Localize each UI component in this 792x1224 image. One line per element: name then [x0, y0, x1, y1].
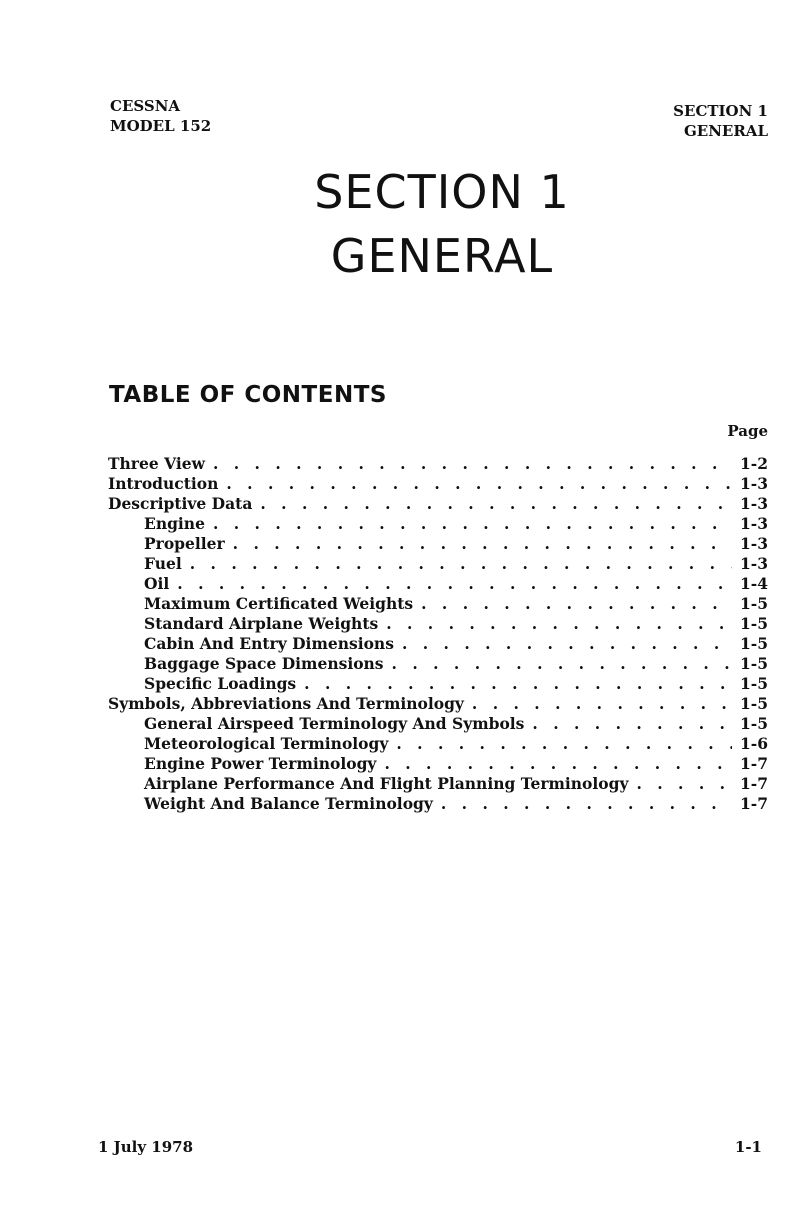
toc-entry[interactable] [108, 734, 768, 754]
toc-entry-page: 1-7 [739, 774, 768, 793]
toc-entry[interactable] [108, 574, 768, 594]
toc-entry-label: Weight And Balance Terminology [144, 794, 433, 813]
toc-entry-page: 1-3 [739, 494, 768, 513]
toc-entry[interactable] [108, 594, 768, 614]
toc-entry[interactable] [108, 514, 768, 534]
section-name-label: GENERAL [683, 122, 768, 140]
toc-entry-page: 1-3 [739, 534, 768, 553]
manufacturer-label: CESSNA [110, 97, 181, 115]
dot-leader [213, 454, 732, 474]
section-subtitle: GENERAL [330, 229, 554, 283]
toc-entry[interactable] [108, 474, 768, 494]
dot-leader [421, 594, 732, 614]
toc-entry-page: 1-7 [739, 794, 768, 813]
toc-entry[interactable] [108, 634, 768, 654]
toc-entry[interactable] [108, 754, 768, 774]
toc-entry-page: 1-5 [739, 594, 768, 613]
toc-entry-page: 1-5 [739, 634, 768, 653]
toc-entry[interactable] [108, 554, 768, 574]
toc-entry-label: Propeller [144, 534, 225, 553]
toc-entry[interactable] [108, 714, 768, 734]
toc-entry[interactable] [108, 454, 768, 474]
toc-entry-page: 1-4 [739, 574, 768, 593]
dot-leader [532, 714, 732, 734]
footer-date: 1 July 1978 [98, 1138, 194, 1156]
toc-entry-page: 1-3 [739, 554, 768, 573]
toc-entry-page: 1-3 [739, 514, 768, 533]
table-of-contents [108, 454, 768, 814]
toc-entry-page: 1-3 [739, 474, 768, 493]
dot-leader [226, 474, 732, 494]
running-header-left [110, 96, 211, 136]
section-title: SECTION 1 [314, 165, 570, 219]
toc-entry-label: Standard Airplane Weights [144, 614, 379, 633]
toc-entry-page: 1-5 [739, 714, 768, 733]
running-header-right [673, 101, 768, 141]
toc-entry-label: Engine [144, 514, 205, 533]
dot-leader [233, 534, 732, 554]
toc-entry-label: Engine Power Terminology [144, 754, 377, 773]
toc-entry-label: Specific Loadings [144, 674, 297, 693]
toc-entry[interactable] [108, 774, 768, 794]
dot-leader [213, 514, 732, 534]
toc-entry[interactable] [108, 614, 768, 634]
toc-entry-page: 1-5 [739, 614, 768, 633]
dot-leader [396, 734, 732, 754]
toc-entry-page: 1-6 [739, 734, 768, 753]
dot-leader [384, 754, 732, 774]
toc-entry-label: Introduction [108, 474, 219, 493]
dot-leader [636, 774, 732, 794]
toc-entry[interactable] [108, 694, 768, 714]
dot-leader [260, 494, 732, 514]
model-label: MODEL 152 [110, 117, 212, 135]
toc-entry-label: Oil [144, 574, 170, 593]
toc-entry[interactable] [108, 654, 768, 674]
dot-leader [392, 654, 732, 674]
toc-entry-label: Maximum Certificated Weights [144, 594, 414, 613]
toc-entry[interactable] [108, 674, 768, 694]
toc-entry-label: Three View [108, 454, 205, 473]
toc-heading: TABLE OF CONTENTS [109, 382, 387, 408]
toc-entry-label: Meteorological Terminology [144, 734, 389, 753]
dot-leader [472, 694, 732, 714]
toc-entry-page: 1-5 [739, 694, 768, 713]
dot-leader [386, 614, 732, 634]
toc-entry-label: Fuel [144, 554, 182, 573]
toc-entry-label: Airplane Performance And Flight Planning Terminology [144, 774, 629, 793]
toc-entry-page: 1-7 [739, 754, 768, 773]
section-label: SECTION 1 [673, 102, 768, 120]
footer-page-number: 1-1 [734, 1138, 762, 1156]
toc-entry[interactable] [108, 794, 768, 814]
dot-leader [441, 794, 732, 814]
toc-entry-label: Symbols, Abbreviations And Terminology [108, 694, 464, 713]
toc-entry-page: 1-5 [739, 654, 768, 673]
toc-entry-label: Cabin And Entry Dimensions [144, 634, 394, 653]
toc-entry[interactable] [108, 494, 768, 514]
dot-leader [190, 554, 732, 574]
page-column-label: Page [727, 422, 768, 440]
toc-entry-label: Baggage Space Dimensions [144, 654, 384, 673]
toc-entry-page: 1-5 [739, 674, 768, 693]
toc-entry-label: Descriptive Data [108, 494, 253, 513]
toc-entry-label: General Airspeed Terminology And Symbols [144, 714, 525, 733]
toc-entry-page: 1-2 [739, 454, 768, 473]
toc-entry[interactable] [108, 534, 768, 554]
dot-leader [304, 674, 732, 694]
dot-leader [402, 634, 732, 654]
dot-leader [177, 574, 732, 594]
